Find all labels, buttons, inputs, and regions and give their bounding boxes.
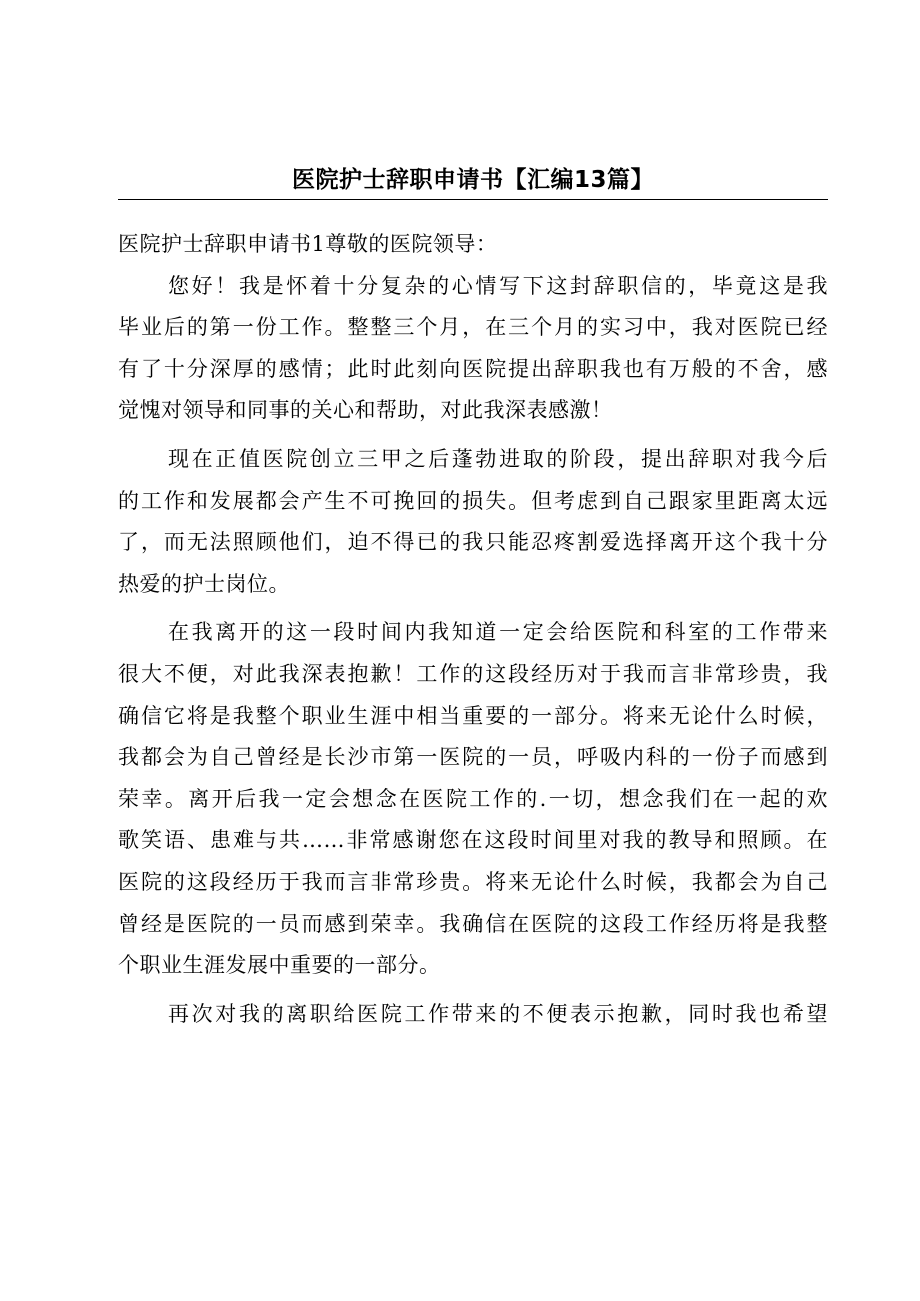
document-title: 医院护士辞职申请书【汇编13篇】 — [291, 167, 654, 193]
paragraph-1-line-3: 有了十分深厚的感情；此时此刻向医院提出辞职我也有万般的不舍，感 — [118, 356, 828, 381]
paragraph-2-line-3: 了，而无法照顾他们，迫不得已的我只能忍疼割爱选择离开这个我十分 — [118, 530, 828, 555]
paragraph-gap — [118, 987, 828, 994]
paragraph-4-line-1: 再次对我的离职给医院工作带来的不便表示抱歉，同时我也希望 — [168, 1001, 828, 1026]
paragraph-3-line-1: 在我离开的这一段时间内我知道一定会给医院和科室的工作带来 — [168, 620, 828, 645]
paragraph-gap — [118, 605, 828, 612]
paragraph-3-line-2: 很大不便，对此我深表抱歉！工作的这段经历对于我而言非常珍贵，我 — [118, 661, 828, 686]
paragraph-gap — [118, 432, 828, 439]
paragraph-3-line-7: 医院的这段经历于我而言非常珍贵。将来无论什么时候，我都会为自己 — [118, 869, 828, 894]
opening-line: 医院护士辞职申请书1尊敬的医院领导： — [118, 232, 498, 256]
paragraph-3-line-6: 歌笑语、患难与共……非常感谢您在这段时间里对我的教导和照顾。在 — [118, 828, 828, 853]
paragraph-3-line-8: 曾经是医院的一员而感到荣幸。我确信在医院的这段工作经历将是我整 — [118, 911, 828, 936]
paragraph-3-line-9: 个职业生涯发展中重要的一部分。 — [118, 953, 441, 978]
paragraph-1-line-2: 毕业后的第一份工作。整整三个月，在三个月的实习中，我对医院已经 — [118, 315, 828, 340]
paragraph-2-line-2: 的工作和发展都会产生不可挽回的损失。但考虑到自己跟家里距离太远 — [118, 488, 828, 513]
paragraph-2-line-4: 热爱的护士岗位。 — [118, 571, 290, 596]
document-body — [118, 224, 828, 1035]
title-underline — [118, 199, 828, 200]
paragraph-3-line-4: 我都会为自己曾经是长沙市第一医院的一员，呼吸内科的一份子而感到 — [118, 745, 828, 770]
paragraph-3-line-3: 确信它将是我整个职业生涯中相当重要的一部分。将来无论什么时候， — [118, 703, 828, 728]
paragraph-1-line-1: 您好！我是怀着十分复杂的心情写下这封辞职信的，毕竟这是我 — [168, 273, 828, 298]
paragraph-3-line-5: 荣幸。离开后我一定会想念在医院工作的.一切，想念我们在一起的欢 — [118, 786, 828, 811]
paragraph-1-line-4: 觉愧对领导和同事的关心和帮助，对此我深表感激！ — [118, 398, 613, 423]
paragraph-2-line-1: 现在正值医院创立三甲之后蓬勃进取的阶段，提出辞职对我今后 — [168, 446, 828, 471]
